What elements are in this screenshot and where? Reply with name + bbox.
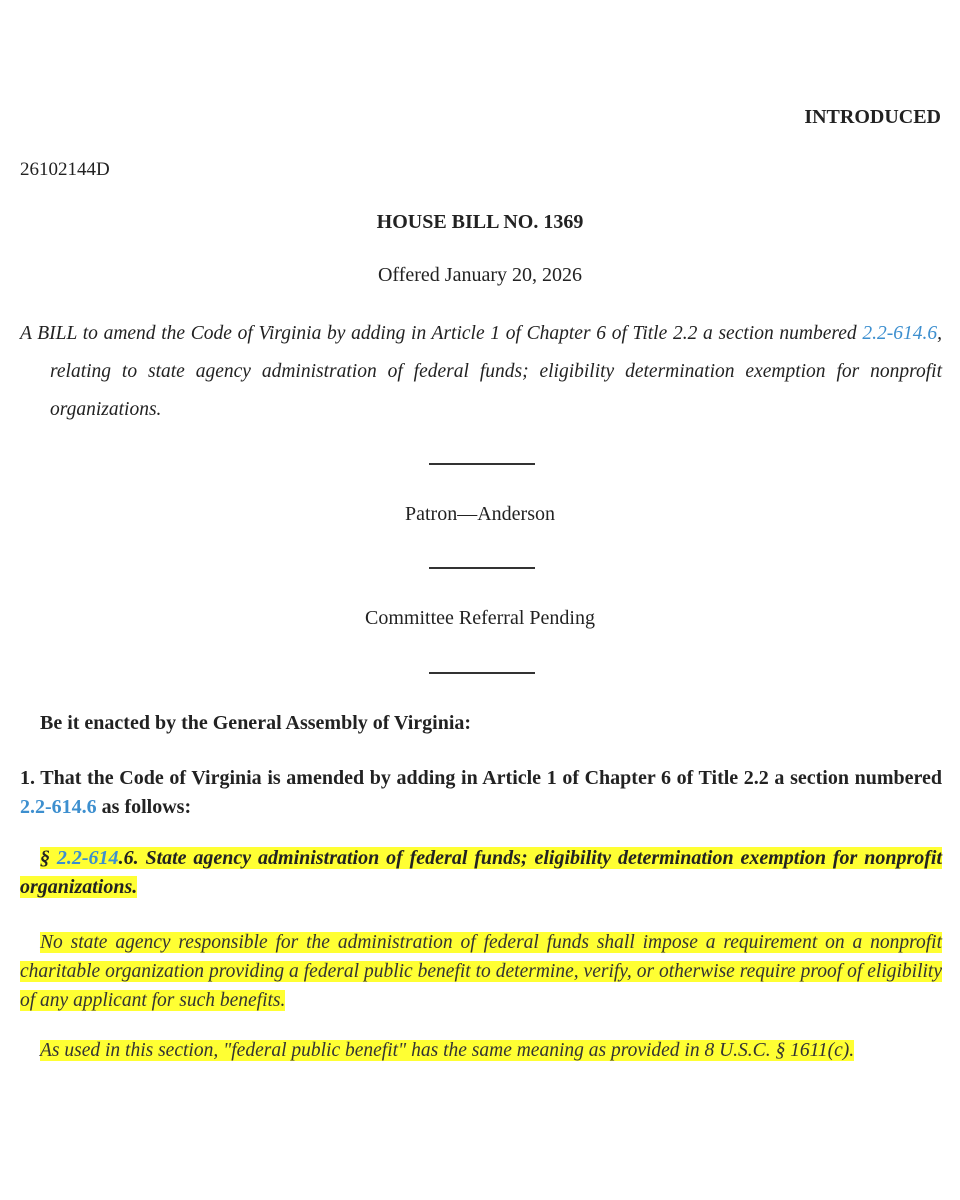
- clause-1-text-start: 1. That the Code of Virginia is amended by adding in Article 1 of Chapter 6 of Title 2.2 a section numbered: [20, 767, 942, 789]
- patron: Patron—Anderson: [405, 503, 555, 525]
- committee-referral: Committee Referral Pending: [365, 607, 595, 629]
- divider: [429, 567, 535, 569]
- paragraph-1-text: No state agency responsible for the administration of federal funds shall impose a requirement on a nonprofit charitable organization providing a federal public benefit to determine, verify, or otherwise require proof of eligibility of any applicant for such benefits.: [20, 932, 942, 1011]
- section-heading-text: .6. State agency administration of federal funds; eligibility determination exemption for nonprofit organizations.: [20, 847, 943, 898]
- divider: [429, 463, 535, 465]
- clause-1-text-end: as follows:: [96, 796, 192, 818]
- paragraph-2-text: As used in this section, "federal public benefit" has the same meaning as provided in 8 U.S.C. § 1611(c).: [40, 1040, 855, 1061]
- section-symbol: §: [40, 847, 57, 869]
- section-code-link[interactable]: 2.2-614: [56, 847, 119, 869]
- bill-number: HOUSE BILL NO. 1369: [376, 211, 584, 233]
- section-heading: [20, 844, 942, 902]
- clause-1: [20, 764, 942, 822]
- clause-1-section-link[interactable]: 2.2-614.6: [20, 796, 97, 818]
- summary-text-end: , relating to state agency administration of federal funds; eligibility determination exemption for nonprofit organizations.: [50, 323, 942, 420]
- offered-date: Offered January 20, 2026: [377, 264, 582, 286]
- enacting-clause: Be it enacted by the General Assembly of Virginia:: [40, 712, 472, 734]
- section-paragraph-1: [20, 928, 942, 1015]
- divider: [429, 672, 535, 674]
- document-id: 26102144D: [20, 159, 110, 180]
- summary-text-start: A BILL to amend the Code of Virginia by adding in Article 1 of Chapter 6 of Title 2.2 a section numbered: [20, 323, 863, 344]
- bill-summary: [20, 315, 942, 429]
- summary-section-link[interactable]: 2.2-614.6: [862, 323, 938, 344]
- bill-status: INTRODUCED: [804, 106, 941, 128]
- section-paragraph-2: [40, 1040, 854, 1062]
